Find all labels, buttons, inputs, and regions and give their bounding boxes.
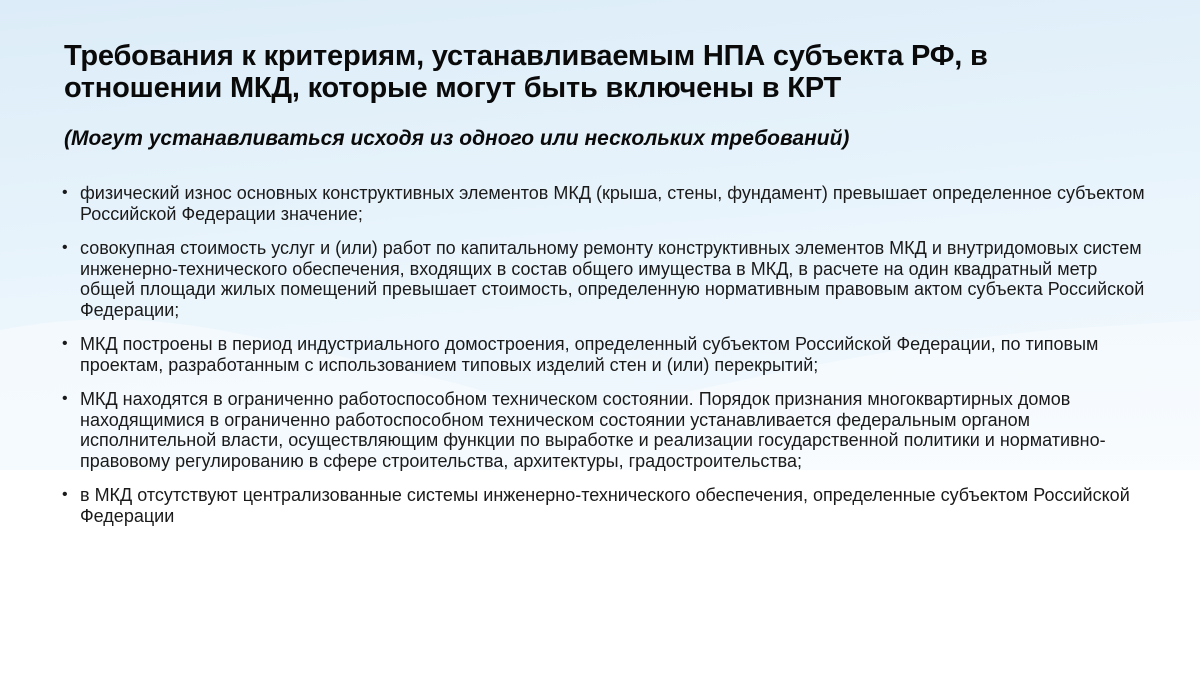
list-item <box>62 238 1147 320</box>
requirement-text: в МКД отсутствуют централизованные системы инженерно-технического обеспечения, определенные субъектом Российской Федерации <box>80 485 1130 526</box>
requirement-text: совокупная стоимость услуг и (или) работ по капитальному ремонту конструктивных элементов МКД и внутридомовых систем инженерно-технического обеспечения, входящих в состав общего имущества в МКД, в расчете на один квадратный метр общей площади жилых помещений превышает стоимость, определенную нормативным правовым актом субъекта Российской Федерации; <box>80 238 1145 320</box>
requirement-text: МКД построены в период индустриального домостроения, определенный субъектом Российской Федерации, по типовым проектам, разработанным с использованием типовых изделий стен и (или) перекрытий; <box>80 334 1099 375</box>
bullet-icon: • <box>62 184 68 201</box>
bullet-icon: • <box>62 239 68 256</box>
list-item <box>62 485 1147 526</box>
requirements-list <box>62 183 1147 540</box>
list-item <box>62 183 1147 224</box>
requirement-text: МКД находятся в ограниченно работоспособном техническом состоянии. Порядок признания многоквартирных домов находящимися в ограниченно работоспособном техническом состоянии устанавливается федеральным органом исполнительной власти, осуществляющим функции по выработке и реализации государственной политики и нормативно-правовому регулированию в сфере строительства, архитектуры, градостроительства; <box>80 389 1106 471</box>
list-item <box>62 389 1147 471</box>
bullet-icon: • <box>62 390 68 407</box>
slide-subtitle: (Могут устанавливаться исходя из одного или нескольких требований) <box>64 127 850 150</box>
slide-title: Требования к критериям, устанавливаемым НПА субъекта РФ, в отношении МКД, которые могут быть включены в КРТ <box>64 40 988 104</box>
list-item <box>62 334 1147 375</box>
bullet-icon: • <box>62 335 68 352</box>
bullet-icon: • <box>62 486 68 503</box>
requirement-text: физический износ основных конструктивных элементов МКД (крыша, стены, фундамент) превышает определенное субъектом Российской Федерации значение; <box>80 183 1145 224</box>
